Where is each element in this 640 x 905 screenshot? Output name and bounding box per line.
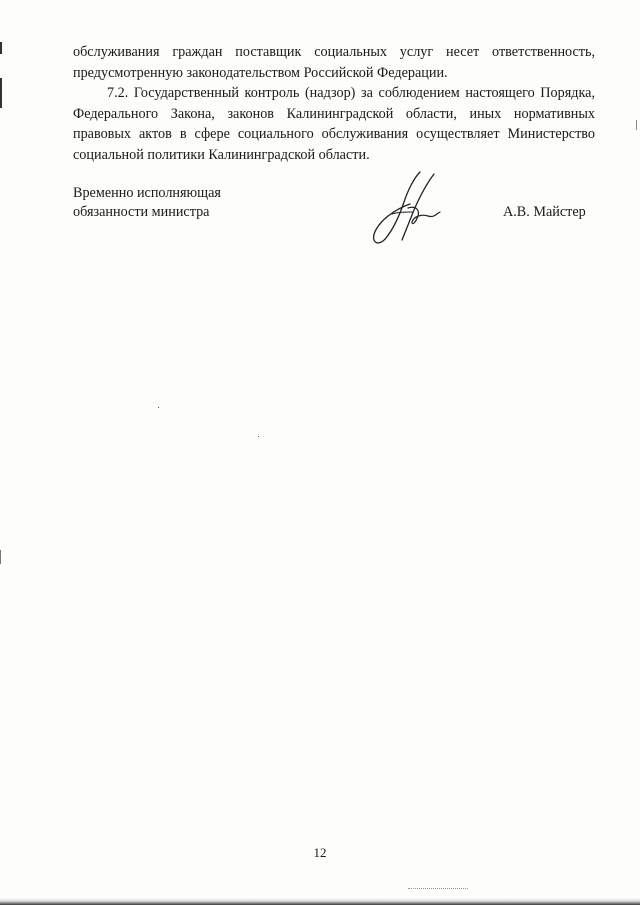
scan-bottom-dots [408, 888, 468, 891]
signatory-title-line-2: обязанности министра [73, 204, 210, 220]
scan-edge-mark [0, 42, 2, 54]
handwritten-signature [368, 168, 448, 246]
scan-edge-mark [636, 120, 637, 130]
paragraph-7-2: 7.2. Государственный контроль (надзор) за соблюдением настоящего Порядка, Федерального Закона, законов Калининградской области, иных нормативных правовых актов в сфере социального обслуживания осуществляет Министерство социальной политики Калининградской области. [73, 85, 595, 163]
signatory-title-line-1: Временно исполняющая [73, 185, 221, 201]
scan-speck [258, 436, 259, 437]
page-number: 12 [313, 845, 327, 860]
paragraph-continuation: обслуживания граждан поставщик социальных услуг несет ответственность, предусмотренную законодательством Российской Федерации. [73, 44, 595, 81]
scan-edge-mark [0, 550, 1, 564]
signatory-name: А.В. Майстер [503, 204, 586, 220]
scan-bottom-edge [0, 898, 640, 905]
body-text [73, 42, 595, 165]
signatory-title [73, 184, 221, 222]
scan-edge-mark [0, 78, 2, 108]
scan-speck [158, 407, 159, 408]
